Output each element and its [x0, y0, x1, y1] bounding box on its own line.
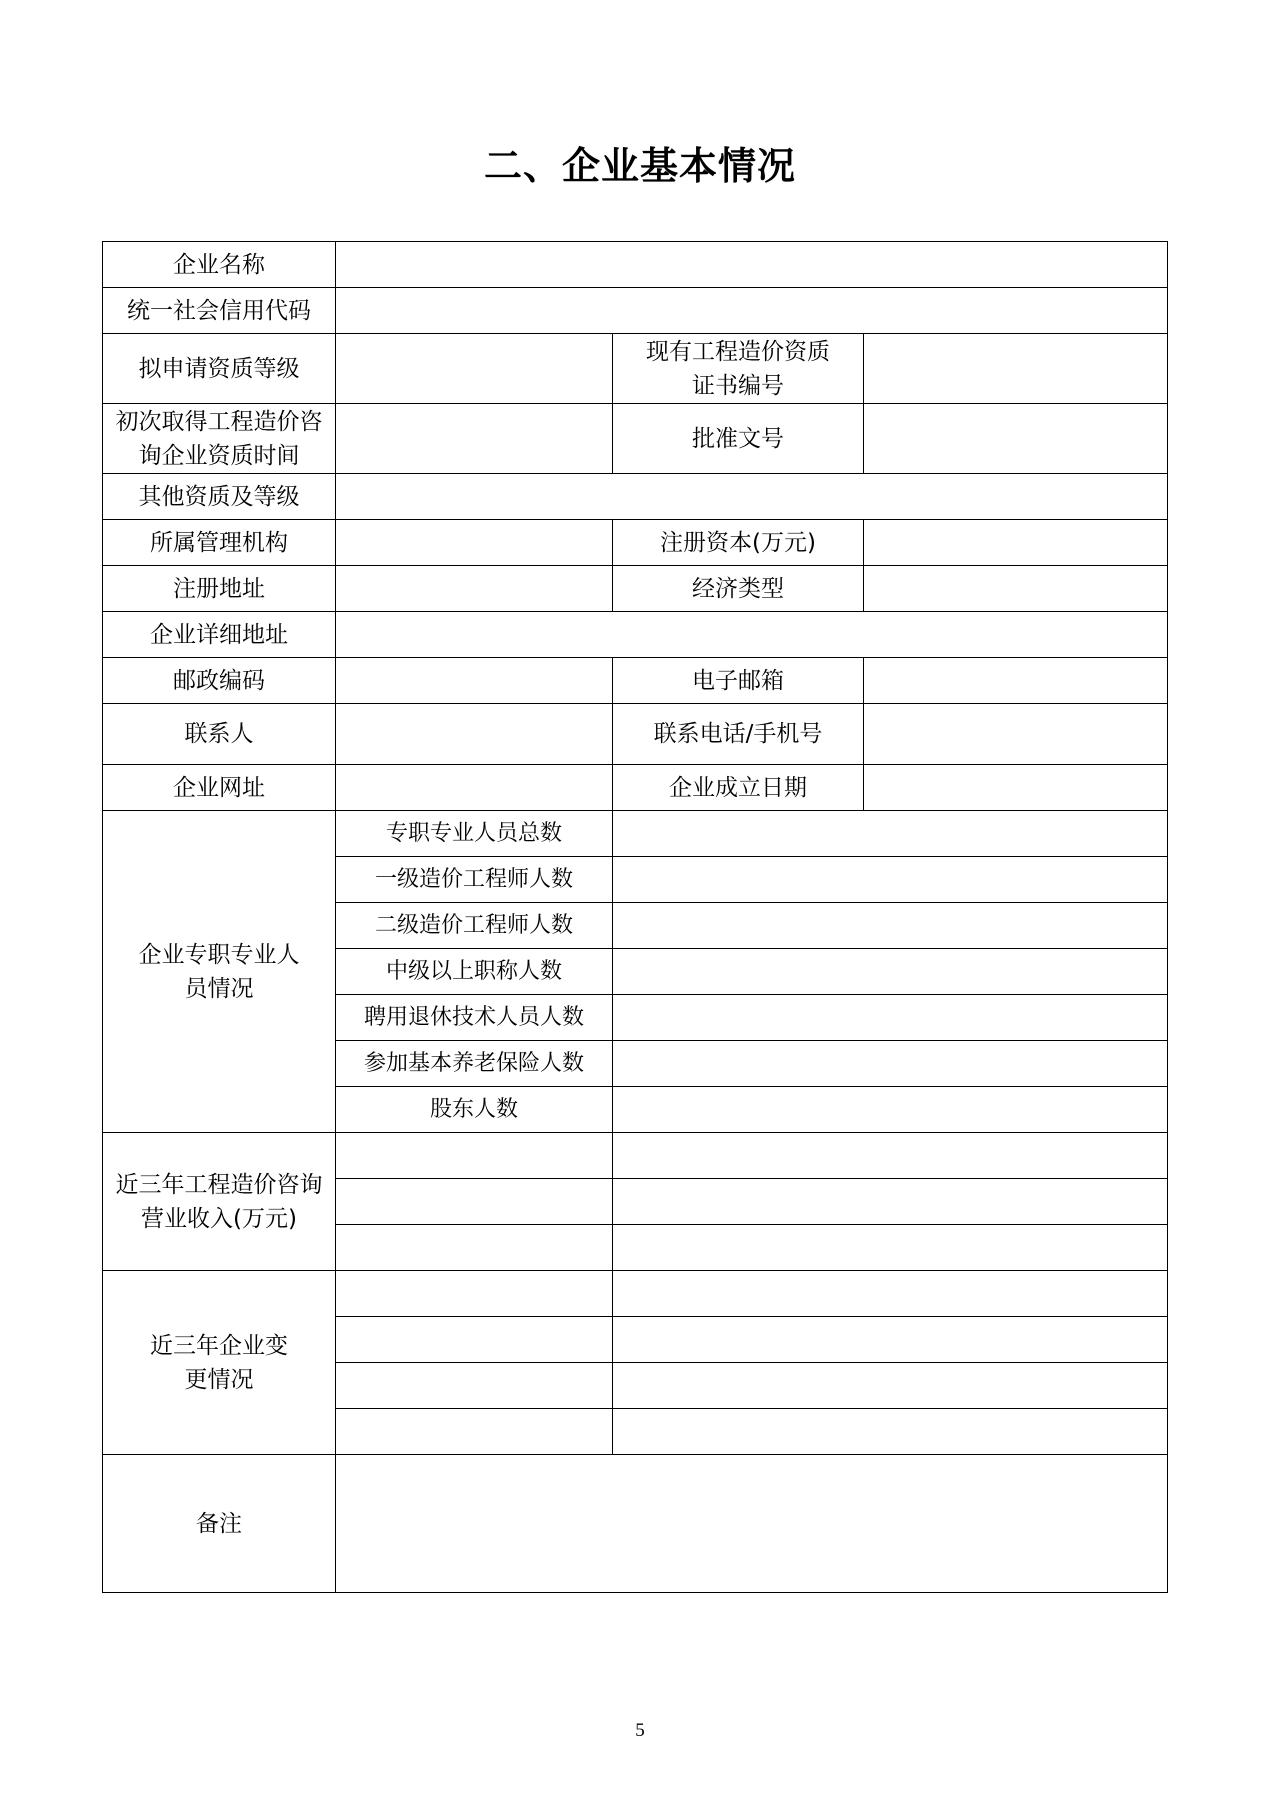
label-postcode: 邮政编码	[103, 658, 336, 704]
row-qualification	[103, 334, 1168, 404]
changes-detail-cell[interactable]	[613, 1317, 1168, 1363]
label-contact-person: 联系人	[103, 704, 336, 765]
label-staff-total: 专职专业人员总数	[336, 811, 613, 857]
changes-date-cell[interactable]	[336, 1363, 613, 1409]
value-staff-shareholders[interactable]	[613, 1087, 1168, 1133]
value-staff-total[interactable]	[613, 811, 1168, 857]
revenue-year-cell[interactable]	[336, 1225, 613, 1271]
changes-detail-cell[interactable]	[613, 1409, 1168, 1455]
value-staff-pension[interactable]	[613, 1041, 1168, 1087]
value-website[interactable]	[336, 765, 613, 811]
value-staff-mid-title[interactable]	[613, 949, 1168, 995]
label-first-obtained-time: 初次取得工程造价咨询企业资质时间	[103, 404, 336, 474]
changes-detail-cell[interactable]	[613, 1271, 1168, 1317]
changes-date-cell[interactable]	[336, 1317, 613, 1363]
revenue-value-cell[interactable]	[613, 1133, 1168, 1179]
row-credit-code	[103, 288, 1168, 334]
value-staff-level2-engineers[interactable]	[613, 903, 1168, 949]
row-company-name	[103, 242, 1168, 288]
revenue-year-cell[interactable]	[336, 1133, 613, 1179]
value-staff-retired[interactable]	[613, 995, 1168, 1041]
value-first-obtained-time[interactable]	[336, 404, 613, 474]
label-company-name: 企业名称	[103, 242, 336, 288]
revenue-value-cell[interactable]	[613, 1225, 1168, 1271]
row-website	[103, 765, 1168, 811]
value-staff-level1-engineers[interactable]	[613, 857, 1168, 903]
value-company-name[interactable]	[336, 242, 1168, 288]
label-staff-shareholders: 股东人数	[336, 1087, 613, 1133]
value-remarks[interactable]	[336, 1455, 1168, 1593]
label-authority: 所属管理机构	[103, 520, 336, 566]
changes-date-cell[interactable]	[336, 1409, 613, 1455]
value-postcode[interactable]	[336, 658, 613, 704]
row-postcode	[103, 658, 1168, 704]
value-registered-capital[interactable]	[864, 520, 1168, 566]
value-economic-type[interactable]	[864, 566, 1168, 612]
page-title: 二、企业基本情况	[483, 144, 796, 188]
label-staff-mid-title: 中级以上职称人数	[336, 949, 613, 995]
label-staff-level1-engineers: 一级造价工程师人数	[336, 857, 613, 903]
value-apply-level[interactable]	[336, 334, 613, 404]
label-approval-doc-no: 批准文号	[613, 404, 864, 474]
value-registered-address[interactable]	[336, 566, 613, 612]
changes-row	[103, 1271, 1168, 1317]
row-contact	[103, 704, 1168, 765]
company-info-form	[102, 241, 1168, 1593]
value-detailed-address[interactable]	[336, 612, 1168, 658]
value-current-cert-no[interactable]	[864, 334, 1168, 404]
value-email[interactable]	[864, 658, 1168, 704]
value-other-qualifications[interactable]	[336, 474, 1168, 520]
row-first-obtained	[103, 404, 1168, 474]
label-staff-retired: 聘用退休技术人员人数	[336, 995, 613, 1041]
row-other-qualifications	[103, 474, 1168, 520]
staff-row	[103, 811, 1168, 857]
label-email: 电子邮箱	[613, 658, 864, 704]
label-staff-pension: 参加基本养老保险人数	[336, 1041, 613, 1087]
revenue-value-cell[interactable]	[613, 1179, 1168, 1225]
label-economic-type: 经济类型	[613, 566, 864, 612]
row-remarks	[103, 1455, 1168, 1593]
value-approval-doc-no[interactable]	[864, 404, 1168, 474]
label-credit-code: 统一社会信用代码	[103, 288, 336, 334]
value-credit-code[interactable]	[336, 288, 1168, 334]
label-staff-section: 企业专职专业人员情况	[103, 811, 336, 1133]
label-contact-phone: 联系电话/手机号	[613, 704, 864, 765]
value-contact-person[interactable]	[336, 704, 613, 765]
label-current-cert-no: 现有工程造价资质证书编号	[613, 334, 864, 404]
label-registered-address: 注册地址	[103, 566, 336, 612]
row-authority	[103, 520, 1168, 566]
value-contact-phone[interactable]	[864, 704, 1168, 765]
changes-date-cell[interactable]	[336, 1271, 613, 1317]
revenue-row	[103, 1133, 1168, 1179]
revenue-year-cell[interactable]	[336, 1179, 613, 1225]
label-other-qualifications: 其他资质及等级	[103, 474, 336, 520]
row-detailed-address	[103, 612, 1168, 658]
page-number: 5	[635, 1720, 645, 1741]
label-changes-section: 近三年企业变更情况	[103, 1271, 336, 1455]
row-registered-address	[103, 566, 1168, 612]
label-remarks: 备注	[103, 1455, 336, 1593]
label-staff-level2-engineers: 二级造价工程师人数	[336, 903, 613, 949]
label-registered-capital: 注册资本(万元)	[613, 520, 864, 566]
value-established-date[interactable]	[864, 765, 1168, 811]
label-detailed-address: 企业详细地址	[103, 612, 336, 658]
label-revenue-section: 近三年工程造价咨询营业收入(万元)	[103, 1133, 336, 1271]
label-established-date: 企业成立日期	[613, 765, 864, 811]
value-authority[interactable]	[336, 520, 613, 566]
changes-detail-cell[interactable]	[613, 1363, 1168, 1409]
label-apply-level: 拟申请资质等级	[103, 334, 336, 404]
label-website: 企业网址	[103, 765, 336, 811]
